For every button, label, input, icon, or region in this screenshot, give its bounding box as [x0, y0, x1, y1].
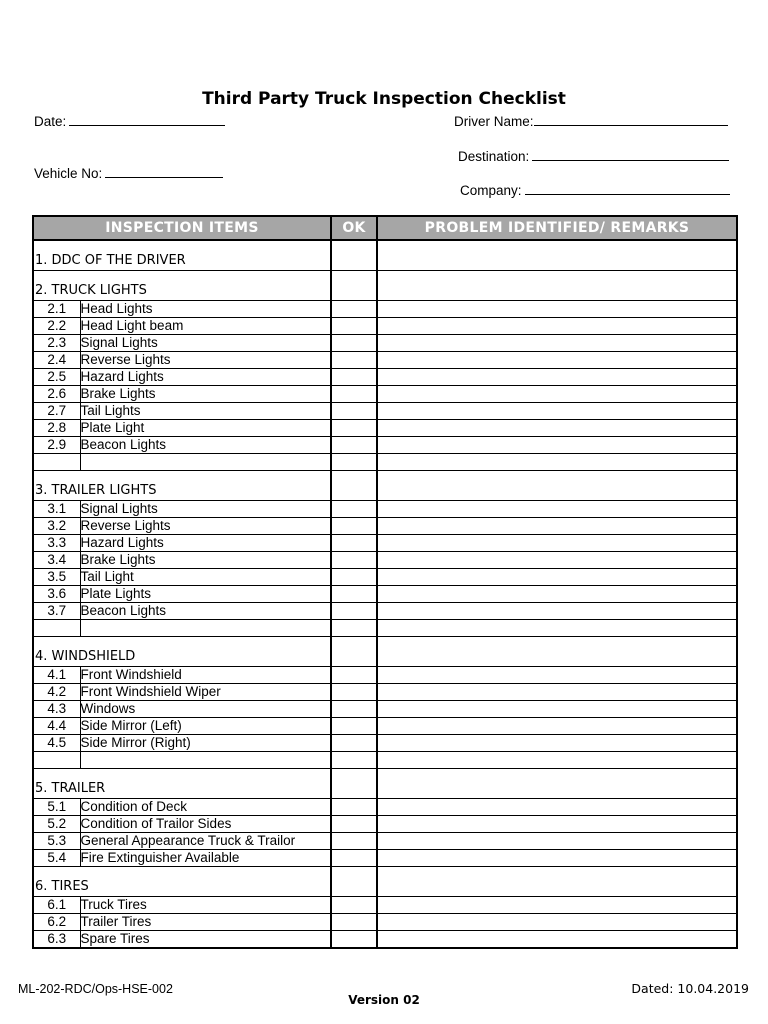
remarks-cell[interactable]	[377, 535, 737, 552]
item-label: Fire Extinguisher Available	[80, 850, 331, 867]
table-row	[33, 369, 737, 386]
ok-cell[interactable]	[331, 335, 377, 352]
item-number: 3.2	[33, 518, 80, 535]
section-row	[33, 471, 737, 501]
item-label: Side Mirror (Right)	[80, 735, 331, 752]
table-row	[33, 620, 737, 637]
page-title: Third Party Truck Inspection Checklist	[202, 89, 566, 109]
destination-label: Destination:	[458, 149, 530, 164]
ok-cell[interactable]	[331, 301, 377, 318]
table-row	[33, 897, 737, 914]
table-row	[33, 569, 737, 586]
item-number: 3.5	[33, 569, 80, 586]
ok-cell[interactable]	[331, 799, 377, 816]
remarks-cell[interactable]	[377, 914, 737, 931]
remarks-cell[interactable]	[377, 735, 737, 752]
item-label: Hazard Lights	[80, 369, 331, 386]
item-number: 5.2	[33, 816, 80, 833]
table-row	[33, 386, 737, 403]
version-text: Version 02	[348, 993, 420, 1007]
remarks-cell[interactable]	[377, 420, 737, 437]
ok-cell[interactable]	[331, 403, 377, 420]
remarks-cell[interactable]	[377, 799, 737, 816]
table-row	[33, 735, 737, 752]
item-label: Condition of Trailor Sides	[80, 816, 331, 833]
table-row	[33, 914, 737, 931]
destination-input-line[interactable]	[532, 146, 729, 161]
item-label: Side Mirror (Left)	[80, 718, 331, 735]
section-title: 4. WINDSHIELD	[33, 637, 331, 667]
header-remarks: PROBLEM IDENTIFIED/ REMARKS	[377, 216, 737, 240]
item-label: Reverse Lights	[80, 352, 331, 369]
item-number: 2.6	[33, 386, 80, 403]
ok-cell[interactable]	[331, 369, 377, 386]
ok-cell[interactable]	[331, 386, 377, 403]
table-body	[33, 240, 737, 948]
remarks-cell[interactable]	[377, 471, 737, 501]
remarks-cell[interactable]	[377, 271, 737, 301]
header-ok: OK	[331, 216, 377, 240]
item-number: 4.3	[33, 701, 80, 718]
table-row	[33, 335, 737, 352]
remarks-cell[interactable]	[377, 301, 737, 318]
ok-cell[interactable]	[331, 718, 377, 735]
table-row	[33, 420, 737, 437]
item-label	[80, 752, 331, 769]
item-number: 4.1	[33, 667, 80, 684]
ok-cell[interactable]	[331, 850, 377, 867]
item-number: 2.1	[33, 301, 80, 318]
driver-name-label: Driver Name:	[454, 114, 534, 129]
item-number: 3.7	[33, 603, 80, 620]
ok-cell[interactable]	[331, 603, 377, 620]
item-number	[33, 752, 80, 769]
ok-cell[interactable]	[331, 352, 377, 369]
remarks-cell[interactable]	[377, 897, 737, 914]
ok-cell[interactable]	[331, 816, 377, 833]
item-label: Brake Lights	[80, 386, 331, 403]
item-label: Signal Lights	[80, 335, 331, 352]
ok-cell[interactable]	[331, 637, 377, 667]
item-number: 6.2	[33, 914, 80, 931]
item-number: 5.1	[33, 799, 80, 816]
table-row	[33, 437, 737, 454]
remarks-cell[interactable]	[377, 816, 737, 833]
ok-cell[interactable]	[331, 471, 377, 501]
ok-cell[interactable]	[331, 535, 377, 552]
item-number: 6.3	[33, 931, 80, 949]
item-number: 4.5	[33, 735, 80, 752]
section-title: 2. TRUCK LIGHTS	[33, 271, 331, 301]
ok-cell[interactable]	[331, 667, 377, 684]
ok-cell[interactable]	[331, 552, 377, 569]
item-number: 2.7	[33, 403, 80, 420]
item-label: Windows	[80, 701, 331, 718]
company-input-line[interactable]	[525, 180, 730, 195]
ok-cell[interactable]	[331, 501, 377, 518]
item-label: General Appearance Truck & Trailor	[80, 833, 331, 850]
item-number	[33, 620, 80, 637]
item-number: 2.3	[33, 335, 80, 352]
vehicle-no-input-line[interactable]	[105, 163, 223, 178]
remarks-cell[interactable]	[377, 501, 737, 518]
table-row	[33, 518, 737, 535]
ok-cell[interactable]	[331, 569, 377, 586]
ok-cell[interactable]	[331, 701, 377, 718]
item-number: 2.9	[33, 437, 80, 454]
date-label: Date:	[34, 114, 67, 129]
table-row	[33, 931, 737, 949]
ok-cell[interactable]	[331, 271, 377, 301]
item-number: 2.4	[33, 352, 80, 369]
item-label: Condition of Deck	[80, 799, 331, 816]
inspection-table	[32, 215, 738, 949]
table-row	[33, 454, 737, 471]
table-row	[33, 301, 737, 318]
vehicle-no-label: Vehicle No:	[34, 166, 103, 181]
item-label: Trailer Tires	[80, 914, 331, 931]
remarks-cell[interactable]	[377, 386, 737, 403]
remarks-cell[interactable]	[377, 718, 737, 735]
item-label: Reverse Lights	[80, 518, 331, 535]
driver-name-input-line[interactable]	[534, 111, 728, 126]
remarks-cell[interactable]	[377, 437, 737, 454]
item-number: 2.5	[33, 369, 80, 386]
ok-cell[interactable]	[331, 867, 377, 897]
table-row	[33, 718, 737, 735]
ok-cell[interactable]	[331, 518, 377, 535]
date-field	[34, 111, 225, 129]
item-number: 3.4	[33, 552, 80, 569]
item-label: Head Lights	[80, 301, 331, 318]
ok-cell[interactable]	[331, 833, 377, 850]
ok-cell[interactable]	[331, 684, 377, 701]
company-label: Company:	[460, 183, 522, 198]
item-number: 3.1	[33, 501, 80, 518]
remarks-cell[interactable]	[377, 240, 737, 271]
section-row	[33, 271, 737, 301]
ok-cell[interactable]	[331, 897, 377, 914]
ok-cell[interactable]	[331, 454, 377, 471]
table-row	[33, 701, 737, 718]
item-number: 4.4	[33, 718, 80, 735]
remarks-cell[interactable]	[377, 403, 737, 420]
remarks-cell[interactable]	[377, 850, 737, 867]
section-title: 5. TRAILER	[33, 769, 331, 799]
ok-cell[interactable]	[331, 752, 377, 769]
table-row	[33, 684, 737, 701]
table-row	[33, 403, 737, 420]
table-row	[33, 850, 737, 867]
ok-cell[interactable]	[331, 931, 377, 949]
item-label: Front Windshield Wiper	[80, 684, 331, 701]
remarks-cell[interactable]	[377, 569, 737, 586]
item-label: Plate Lights	[80, 586, 331, 603]
remarks-cell[interactable]	[377, 352, 737, 369]
table-row	[33, 752, 737, 769]
section-row	[33, 769, 737, 799]
table-row	[33, 816, 737, 833]
item-number: 2.8	[33, 420, 80, 437]
item-number: 4.2	[33, 684, 80, 701]
remarks-cell[interactable]	[377, 931, 737, 949]
item-number: 2.2	[33, 318, 80, 335]
remarks-cell[interactable]	[377, 454, 737, 471]
table-row	[33, 603, 737, 620]
item-number	[33, 454, 80, 471]
table-row	[33, 667, 737, 684]
section-title: 3. TRAILER LIGHTS	[33, 471, 331, 501]
table-row	[33, 318, 737, 335]
item-label: Plate Light	[80, 420, 331, 437]
table-header-row	[33, 216, 737, 240]
ok-cell[interactable]	[331, 914, 377, 931]
item-number: 3.6	[33, 586, 80, 603]
remarks-cell[interactable]	[377, 318, 737, 335]
item-label: Tail Light	[80, 569, 331, 586]
remarks-cell[interactable]	[377, 552, 737, 569]
dated-text: Dated: 10.04.2019	[631, 981, 749, 996]
item-label	[80, 620, 331, 637]
section-title: 1. DDC OF THE DRIVER	[33, 240, 331, 271]
remarks-cell[interactable]	[377, 603, 737, 620]
header-inspection-items: INSPECTION ITEMS	[33, 216, 331, 240]
remarks-cell[interactable]	[377, 518, 737, 535]
table-row	[33, 501, 737, 518]
remarks-cell[interactable]	[377, 586, 737, 603]
table-row	[33, 352, 737, 369]
table-row	[33, 552, 737, 569]
date-input-line[interactable]	[69, 111, 225, 126]
item-number: 6.1	[33, 897, 80, 914]
item-label: Beacon Lights	[80, 603, 331, 620]
section-row	[33, 867, 737, 897]
item-label: Head Light beam	[80, 318, 331, 335]
ok-cell[interactable]	[331, 240, 377, 271]
table-row	[33, 586, 737, 603]
item-number: 3.3	[33, 535, 80, 552]
item-label: Front Windshield	[80, 667, 331, 684]
remarks-cell[interactable]	[377, 867, 737, 897]
driver-name-field	[454, 111, 728, 129]
remarks-cell[interactable]	[377, 335, 737, 352]
destination-field	[458, 146, 729, 164]
ok-cell[interactable]	[331, 769, 377, 799]
remarks-cell[interactable]	[377, 833, 737, 850]
item-number: 5.4	[33, 850, 80, 867]
remarks-cell[interactable]	[377, 752, 737, 769]
table-row	[33, 833, 737, 850]
item-label: Beacon Lights	[80, 437, 331, 454]
item-label	[80, 454, 331, 471]
remarks-cell[interactable]	[377, 701, 737, 718]
remarks-cell[interactable]	[377, 667, 737, 684]
remarks-cell[interactable]	[377, 684, 737, 701]
ok-cell[interactable]	[331, 318, 377, 335]
remarks-cell[interactable]	[377, 637, 737, 667]
ok-cell[interactable]	[331, 420, 377, 437]
ok-cell[interactable]	[331, 620, 377, 637]
remarks-cell[interactable]	[377, 620, 737, 637]
remarks-cell[interactable]	[377, 369, 737, 386]
item-label: Tail Lights	[80, 403, 331, 420]
item-number: 5.3	[33, 833, 80, 850]
vehicle-no-field	[34, 163, 223, 181]
ok-cell[interactable]	[331, 735, 377, 752]
section-row	[33, 637, 737, 667]
document-code: ML-202-RDC/Ops-HSE-002	[18, 982, 173, 996]
section-title: 6. TIRES	[33, 867, 331, 897]
table-row	[33, 535, 737, 552]
item-label: Signal Lights	[80, 501, 331, 518]
item-label: Hazard Lights	[80, 535, 331, 552]
table-row	[33, 799, 737, 816]
ok-cell[interactable]	[331, 437, 377, 454]
remarks-cell[interactable]	[377, 769, 737, 799]
item-label: Brake Lights	[80, 552, 331, 569]
item-label: Spare Tires	[80, 931, 331, 949]
section-row	[33, 240, 737, 271]
item-label: Truck Tires	[80, 897, 331, 914]
company-field	[460, 180, 730, 198]
ok-cell[interactable]	[331, 586, 377, 603]
